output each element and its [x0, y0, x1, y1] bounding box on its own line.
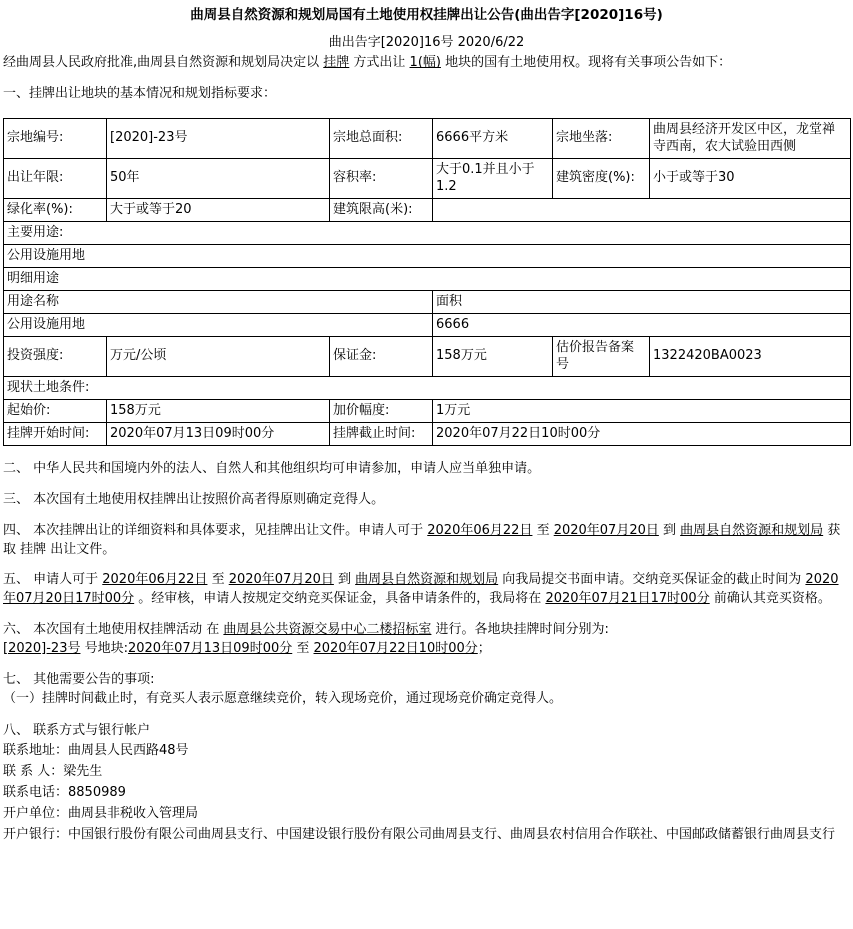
- s6-text: ；: [477, 641, 491, 656]
- s5-place: 曲周县自然资源和规划局: [355, 572, 499, 588]
- s6-text: 六、 本次国有土地使用权挂牌活动 在: [3, 622, 224, 638]
- s6-start: 2020年07月13日09时00分: [127, 641, 293, 656]
- contact-phone: 联系电话：8850989: [3, 784, 126, 800]
- table-row: [4, 159, 851, 199]
- listing-end-label: 挂牌截止时间:: [330, 423, 433, 446]
- total-area-value: 6666平方米: [433, 119, 553, 159]
- location-value: 曲周县经济开发区中区，龙堂禅寺西南，农大试验田西侧: [650, 119, 851, 159]
- table-row: [4, 400, 851, 423]
- intro-text: 方式出让: [349, 55, 410, 71]
- section-7: [3, 671, 850, 709]
- s5-start-date: 2020年06月22日: [102, 572, 208, 588]
- s6-text: 至: [292, 641, 314, 656]
- use-name-value: 公用设施用地: [4, 314, 433, 337]
- s4-end-date: 2020年07月20日: [553, 522, 659, 538]
- increment-value: 1万元: [433, 400, 851, 423]
- section-8: [3, 721, 850, 846]
- appraisal-number-value: 1322420BA0023: [650, 337, 851, 377]
- main-use-label: 主要用途:: [4, 222, 851, 245]
- section-3: 三、 本次国有土地使用权挂牌出让按照价高者得原则确定竞得人。: [3, 491, 385, 507]
- s6-line2: [3, 640, 850, 659]
- section-5: [3, 571, 850, 609]
- use-name-header: 用途名称: [4, 291, 433, 314]
- main-use-value: 公用设施用地: [4, 245, 851, 268]
- document-number-date: 曲出告字[2020]16号 2020/6/22: [328, 34, 525, 50]
- intro-count: 1(幅): [409, 55, 441, 71]
- investment-intensity-label: 投资强度:: [4, 337, 107, 377]
- s5-text: 。经审核，申请人按规定交纳竞买保证金，具备申请条件的，我局将在: [134, 591, 546, 607]
- appraisal-number-label: 估价报告备案号: [553, 337, 650, 377]
- listing-start-label: 挂牌开始时间:: [4, 423, 107, 446]
- parcel-number-value: [2020]-23号: [107, 119, 330, 159]
- land-info-table: [3, 118, 851, 446]
- s6-line1: [3, 621, 850, 640]
- account-banks: 开户银行：中国银行股份有限公司曲周县支行、中国建设银行股份有限公司曲周县支行、曲周县农村信用合作联社、中国邮政储蓄银行曲周县支行: [3, 826, 836, 842]
- intro-text: 经曲周县人民政府批准,曲周县自然资源和规划局决定以: [3, 55, 324, 71]
- height-limit-value: [433, 199, 851, 222]
- table-row: [4, 199, 851, 222]
- detail-use-label: 明细用途: [4, 268, 851, 291]
- section-2: 二、 中华人民共和国境内外的法人、自然人和其他组织均可申请参加，申请人应当单独申请。: [3, 461, 541, 477]
- building-density-label: 建筑密度(%):: [553, 159, 650, 199]
- s4-place: 曲周县自然资源和规划局: [680, 522, 824, 538]
- listing-end-value: 2020年07月22日10时00分: [433, 423, 851, 446]
- table-row: [4, 423, 851, 446]
- s5-text: 到: [333, 572, 356, 588]
- area-value: 6666: [433, 314, 851, 337]
- intro-text: 地块的国有土地使用权。现将有关事项公告如下：: [440, 55, 732, 71]
- building-density-value: 小于或等于30: [650, 159, 851, 199]
- table-row: [4, 245, 851, 268]
- table-row: [4, 268, 851, 291]
- s4-text: 获取 挂牌 出让文件。: [3, 522, 841, 557]
- starting-price-label: 起始价:: [4, 400, 107, 423]
- table-row: [4, 119, 851, 159]
- s5-confirm-time: 2020年07月21日17时00分: [545, 591, 710, 607]
- height-limit-label: 建筑限高(米):: [330, 199, 433, 222]
- s6-text: 进行。各地块挂牌时间分别为:: [431, 622, 609, 638]
- contact-person: 联 系 人：梁先生: [3, 764, 103, 780]
- location-label: 宗地坐落:: [553, 119, 650, 159]
- s6-text: 号地块:: [80, 641, 128, 656]
- s7-heading: 七、 其他需要公告的事项:: [3, 671, 155, 687]
- s5-text: 至: [207, 572, 229, 588]
- section-4: [3, 522, 850, 560]
- s8-heading: 八、 联系方式与银行帐户: [3, 722, 151, 738]
- s5-text: 向我局提交书面申请。交纳竞买保证金的截止时间为: [498, 572, 806, 588]
- account-unit: 开户单位：曲周县非税收入管理局: [3, 805, 199, 821]
- s5-end-date: 2020年07月20日: [228, 572, 334, 588]
- table-row: [4, 222, 851, 245]
- s5-deposit-deadline: 2020年07月20日17时00分: [3, 572, 839, 607]
- section1-heading: 一、挂牌出让地块的基本情况和规划指标要求：: [3, 86, 277, 102]
- table-row: [4, 377, 851, 400]
- intro-paragraph: [3, 54, 850, 73]
- s6-place: 曲周县公共资源交易中心二楼招标室: [223, 622, 432, 638]
- area-header: 面积: [433, 291, 851, 314]
- s5-text: 前确认其竞买资格。: [709, 591, 831, 607]
- plot-ratio-label: 容积率:: [330, 159, 433, 199]
- table-row: [4, 337, 851, 377]
- s4-start-date: 2020年06月22日: [427, 522, 533, 538]
- s6-lot: [2020]-23号: [3, 641, 81, 656]
- parcel-number-label: 宗地编号:: [4, 119, 107, 159]
- s4-text: 四、 本次挂牌出让的详细资料和具体要求，见挂牌出让文件。申请人可于: [3, 522, 428, 538]
- s4-text: 到: [658, 522, 681, 538]
- term-label: 出让年限:: [4, 159, 107, 199]
- total-area-label: 宗地总面积:: [330, 119, 433, 159]
- contact-address: 联系地址：曲周县人民西路48号: [3, 743, 189, 759]
- listing-start-value: 2020年07月13日09时00分: [107, 423, 330, 446]
- deposit-value: 158万元: [433, 337, 553, 377]
- increment-label: 加价幅度:: [330, 400, 433, 423]
- section-6: [3, 621, 850, 659]
- green-rate-label: 绿化率(%):: [4, 199, 107, 222]
- intro-method: 挂牌: [323, 55, 350, 71]
- plot-ratio-value: 大于0.1并且小于1.2: [433, 159, 553, 199]
- current-condition-label: 现状土地条件:: [4, 377, 851, 400]
- term-value: 50年: [107, 159, 330, 199]
- s4-text: 至: [532, 522, 554, 538]
- deposit-label: 保证金:: [330, 337, 433, 377]
- s7-item-1: （一）挂牌时间截止时，有竞买人表示愿意继续竞价，转入现场竞价，通过现场竞价确定竞得人。: [3, 690, 563, 706]
- document-title: 曲周县自然资源和规划局国有土地使用权挂牌出让公告(曲出告字[2020]16号): [190, 7, 663, 23]
- s6-end: 2020年07月22日10时00分: [313, 641, 478, 656]
- green-rate-value: 大于或等于20: [107, 199, 330, 222]
- table-row: [4, 314, 851, 337]
- s5-text: 五、 申请人可于: [3, 572, 103, 588]
- starting-price-value: 158万元: [107, 400, 330, 423]
- table-row: [4, 291, 851, 314]
- investment-intensity-value: 万元/公顷: [107, 337, 330, 377]
